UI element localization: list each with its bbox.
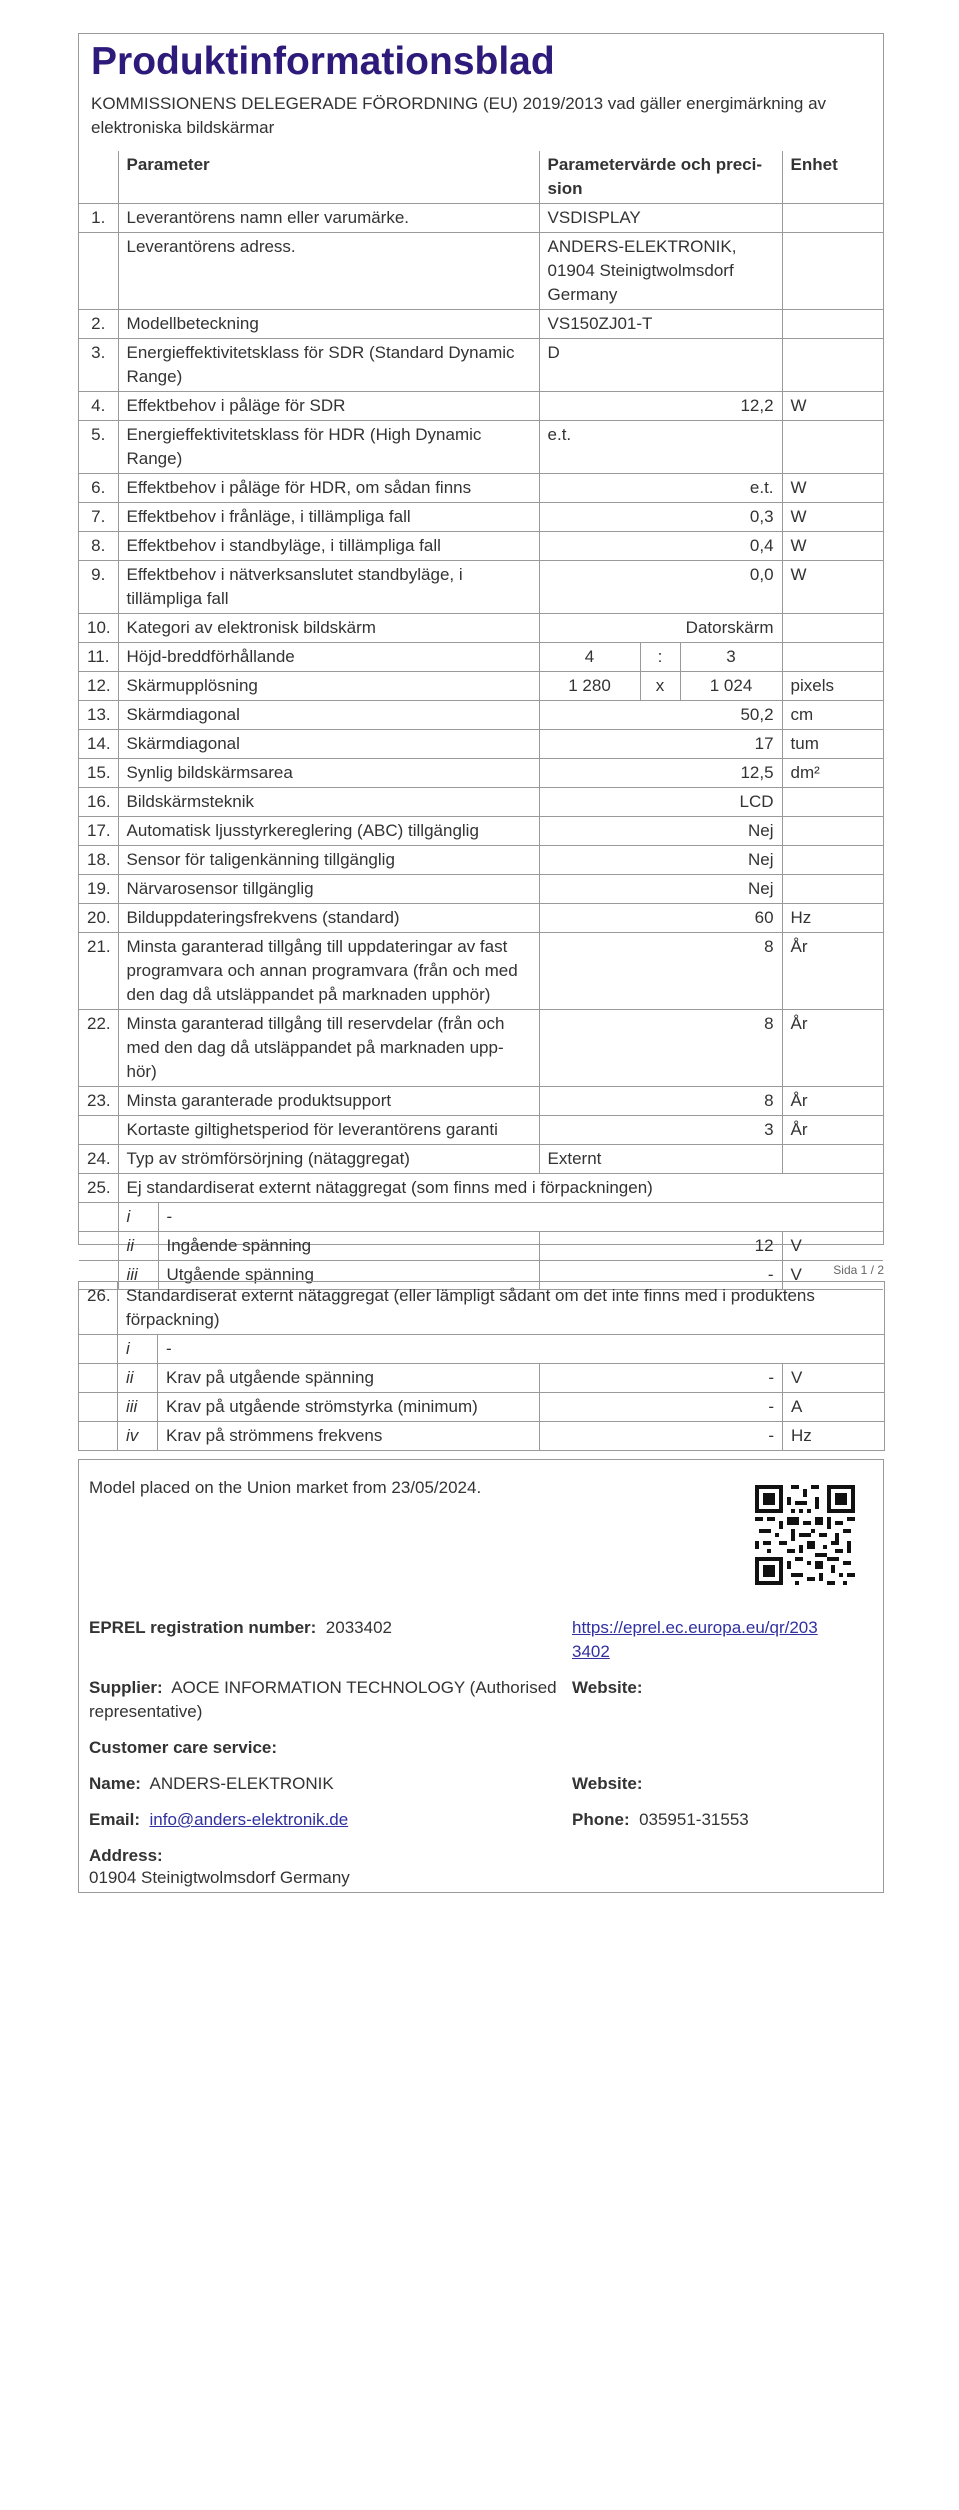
table-header — [79, 151, 883, 204]
table-row: i - — [79, 1335, 885, 1364]
qr-code-icon[interactable] — [755, 1485, 855, 1585]
table-row: 20. Bilduppdateringsfrekvens (standard) 60 Hz — [79, 904, 883, 933]
eprel-registration: EPREL registration number: 2033402 — [89, 1618, 392, 1637]
page-subtitle: KOMMISSIONENS DELEGERADE FÖRORDNING (EU) 2019/2013 vad gäller energimärkning av elektroniska bildskärmar — [91, 94, 827, 137]
page-number: Sida 1 / 2 — [833, 1263, 884, 1277]
table-row: iii Utgående spänning - V — [79, 1261, 883, 1290]
table-row: 19. Närvarosensor tillgänglig Nej — [79, 875, 883, 904]
table-row: iii Krav på utgående strömstyrka (minimum) - A — [79, 1393, 885, 1422]
table-row: 22. Minsta garanterad tillgång till reservdelar (från och med den dag då utsläppandet på marknaden upp-hör) 8 År — [79, 1010, 883, 1087]
table-row: 2. Modellbeteckning VS150ZJ01-T — [79, 310, 883, 339]
table-row: 21. Minsta garanterad tillgång till uppdateringar av fast programvara och annan programvara (från och med den dag då utsläppandet på marknaden upphör) 8 År — [79, 933, 883, 1010]
customer-care-name: Name: ANDERS-ELEKTRONIK — [89, 1774, 334, 1793]
customer-care-heading: Customer care service: — [89, 1738, 278, 1757]
email-link[interactable]: info@anders-elektronik.de — [149, 1810, 349, 1829]
table-row: i - — [79, 1203, 883, 1232]
table-row: 6. Effektbehov i påläge för HDR, om sådan finns e.t. W — [79, 474, 883, 503]
placed-on-market: Model placed on the Union market from 23/05/2024. — [89, 1478, 482, 1497]
power-supply-table — [78, 1281, 884, 1451]
supplier: Supplier: AOCE INFORMATION TECHNOLOGY (Authorised representative) — [89, 1678, 557, 1721]
table-row: 14. Skärmdiagonal 17 tum — [79, 730, 883, 759]
table-row: 8. Effektbehov i standbyläge, i tillämpliga fall 0,4 W — [79, 532, 883, 561]
eprel-number: 2033402 — [325, 1618, 392, 1637]
table-row: 17. Automatisk ljusstyrkereglering (ABC) tillgänglig Nej — [79, 817, 883, 846]
table-row: 12. Skärmupplösning 1 280 x 1 024 pixels — [79, 672, 883, 701]
table-row: 10. Kategori av elektronisk bildskärm Datorskärm — [79, 614, 883, 643]
table-row: 9. Effektbehov i nätverksanslutet standbyläge, i tillämpliga fall 0,0 W — [79, 561, 883, 614]
header-value: Parametervärde och preci-sion — [539, 151, 782, 204]
eprel-info-card — [78, 1459, 884, 1893]
customer-care-email: Email: info@anders-elektronik.de — [89, 1810, 349, 1829]
eprel-link[interactable]: https://eprel.ec.europa.eu/qr/2033402 — [572, 1618, 818, 1661]
table-row: 13. Skärmdiagonal 50,2 cm — [79, 701, 883, 730]
table-row: 4. Effektbehov i påläge för SDR 12,2 W — [79, 392, 883, 421]
customer-care-website-label: Website: — [572, 1774, 643, 1793]
table-row: Kortaste giltighetsperiod för leverantörens garanti 3 År — [79, 1116, 883, 1145]
customer-care-phone: Phone: 035951-31553 — [572, 1810, 749, 1829]
table-row: 5. Energieffektivitetsklass för HDR (High Dynamic Range) e.t. — [79, 421, 883, 474]
table-row: Leverantörens adress. ANDERS-ELEKTRONIK, 01904 Steinigtwolmsdorf Germany — [79, 233, 883, 310]
address-value: 01904 Steinigtwolmsdorf Germany — [89, 1868, 350, 1887]
table-row: iv Krav på strömmens frekvens - Hz — [79, 1422, 885, 1451]
table-row: 18. Sensor för taligenkänning tillgänglig Nej — [79, 846, 883, 875]
table-row: 1. Leverantörens namn eller varumärke. VSDISPLAY — [79, 204, 883, 233]
table-row: 25. Ej standardiserat externt nätaggregat (som finns med i förpackningen) — [79, 1174, 883, 1203]
table-row: ii Krav på utgående spänning - V — [79, 1364, 885, 1393]
table-row: 3. Energieffektivitetsklass för SDR (Standard Dynamic Range) D — [79, 339, 883, 392]
supplier-website-label: Website: — [572, 1678, 643, 1697]
table-row: 15. Synlig bildskärmsarea 12,5 dm² — [79, 759, 883, 788]
table-row: 24. Typ av strömförsörjning (nätaggregat) Externt — [79, 1145, 883, 1174]
header-unit: Enhet — [782, 151, 883, 204]
table-row: 23. Minsta garanterade produktsupport 8 År — [79, 1087, 883, 1116]
table-row: 16. Bildskärmsteknik LCD — [79, 788, 883, 817]
table-row: 11. Höjd-breddförhållande 4 : 3 — [79, 643, 883, 672]
table-row: 7. Effektbehov i frånläge, i tillämpliga fall 0,3 W — [79, 503, 883, 532]
page-title: Produktinformationsblad — [91, 40, 555, 83]
parameter-table — [79, 151, 883, 1290]
table-row: ii Ingående spänning 12 V — [79, 1232, 883, 1261]
supplier-name: AOCE INFORMATION TECHNOLOGY (Authorised representative) — [89, 1678, 557, 1721]
header-parameter: Parameter — [118, 151, 539, 204]
address-label: Address: — [89, 1846, 163, 1865]
table-row: 26. Standardiserat externt nätaggregat (eller lämpligt sådant om det inte finns med i produktens förpackning) — [79, 1282, 885, 1335]
